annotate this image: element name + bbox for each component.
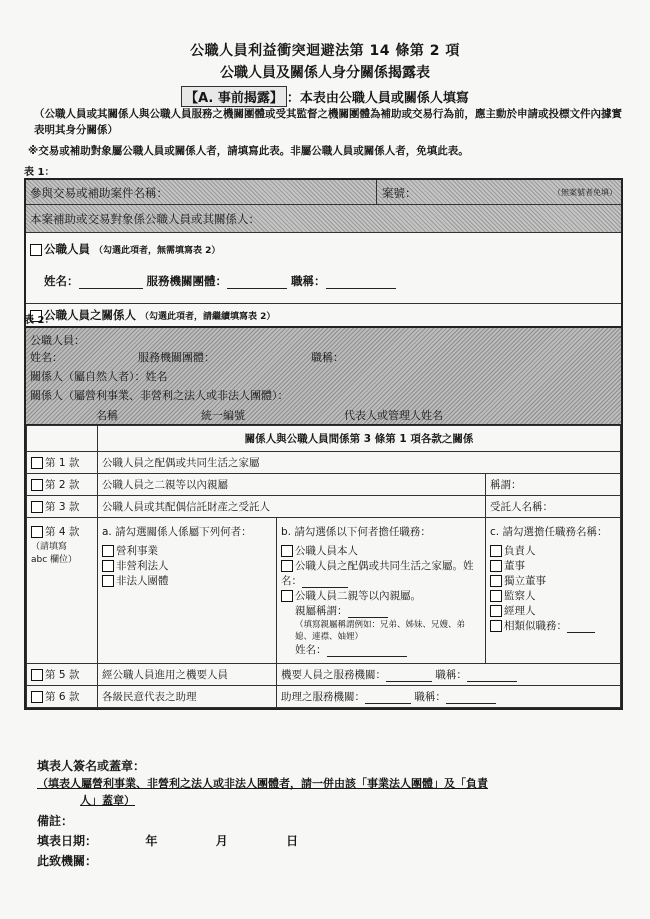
table-row (27, 452, 621, 474)
subject-row (26, 205, 621, 233)
instruction-note: （公職人員或其關係人與公職人員服務之機關團體或受其監督之機關團體為補助或交易行為前，應主動於申請或投標文件內據實表明其身分關係） (34, 108, 622, 136)
option-c-director[interactable]: 董事 (490, 558, 616, 573)
clause4-part-b: b. 請勾選係以下何者擔任職務： 公職人員本人 公職人員之配偶或共同生活之家屬。姓名： 公職人員二親等以內親屬。 親屬稱謂： （填寫親屬稱謂例如：兄弟、姊妹、兄嫂、弟媳、連襟、妯娌） 姓名： (277, 518, 486, 664)
shade-agency-label: 服務機關團體： (138, 351, 215, 364)
section-a-label: 【A. 事前揭露】 (181, 86, 287, 107)
table-row (27, 664, 621, 686)
checkbox-clause2[interactable] (31, 479, 43, 491)
official-info-line: 姓名： 服務機關團體： 職稱： (44, 273, 396, 289)
clause3-desc: 公職人員或其配偶信託財產之受託人 (98, 496, 486, 518)
option-b-spouse[interactable]: 公職人員之配偶或共同生活之家屬。姓名： (281, 560, 474, 587)
shade-org-label: 關係人（屬營利事業、非營利之法人或非法人團體）： (30, 389, 289, 402)
table2 (24, 326, 623, 710)
official-options (26, 233, 621, 304)
table1-label: 表 1： (24, 167, 55, 178)
option-b-relative[interactable]: 公職人員二親等以內親屬。 (281, 588, 481, 603)
shade-person-label: 關係人（屬自然人者）：姓名 (30, 370, 168, 383)
table-row (27, 686, 621, 708)
option-related[interactable]: 公職人員之關係人 （勾選此項者，請繼續填寫表 2） (30, 307, 275, 323)
clause2-desc: 公職人員之二親等以內親屬 (98, 474, 486, 496)
signature-note-cont: 人」蓋章） (80, 794, 135, 807)
option-a-nonprofit[interactable]: 非營利法人 (102, 558, 272, 573)
shade-unified-no-label: 統一編號 (201, 409, 245, 422)
signature-label: 填表人簽名或蓋章： (37, 759, 146, 773)
checkbox-official[interactable] (30, 244, 42, 256)
checkbox-clause3[interactable] (31, 501, 43, 513)
name-field[interactable] (79, 274, 143, 289)
case-name-label: 參與交易或補助案件名稱： (30, 186, 168, 200)
clause1-desc: 公職人員之配偶或共同生活之家屬 (98, 452, 621, 474)
option-c-similar[interactable]: 相類似職務： (490, 618, 616, 633)
form-title-line2: 公職人員及關係人身分關係揭露表 (220, 65, 430, 81)
table-row (27, 496, 621, 518)
agency-field[interactable] (227, 274, 287, 289)
clause4-cell[interactable]: 第 4 款 （請填寫 abc 欄位） (27, 518, 98, 664)
shade-org-name-label: 名稱 (96, 409, 118, 422)
position-field[interactable] (326, 274, 396, 289)
recipient-label: 此致機關： (37, 854, 98, 868)
table-row (27, 474, 621, 496)
table-row (27, 518, 621, 664)
option-c-supervisor[interactable]: 監察人 (490, 588, 616, 603)
signature-note: （填表人屬營利事業、非營利之法人或非法人團體者，請一併由該「事業法人團體」及「負責 (37, 777, 488, 790)
clause5-cell[interactable]: 第 5 款 (27, 664, 98, 686)
clause2-title-field[interactable]: 稱謂： (486, 474, 621, 496)
option-c-owner[interactable]: 負責人 (490, 543, 616, 558)
clause3-cell[interactable]: 第 3 款 (27, 496, 98, 518)
shade-official-label: 公職人員： (30, 334, 85, 347)
relative-title-field[interactable]: 親屬稱謂： (281, 603, 481, 618)
clause2-cell[interactable]: 第 2 款 (27, 474, 98, 496)
option-a-business[interactable]: 營利事業 (102, 543, 272, 558)
relative-name-field[interactable]: 姓名： (281, 642, 481, 657)
relative-title-note: （填寫親屬稱謂例如：兄弟、姊妹、兄嫂、弟媳、連襟、妯娌） (295, 620, 466, 642)
shade-position-label: 職稱： (311, 351, 344, 364)
checkbox-clause4[interactable] (31, 526, 43, 538)
checkbox-clause5[interactable] (31, 669, 43, 681)
clause5-fields[interactable]: 機要人員之服務機關： 職稱： (277, 664, 621, 686)
remark-label: 備註： (37, 814, 74, 828)
related-option-row (26, 304, 621, 326)
clause6-desc: 各級民意代表之助理 (98, 686, 277, 708)
shade-name-label: 姓名： (30, 351, 63, 364)
option-c-independent-director[interactable]: 獨立董事 (490, 573, 616, 588)
relationship-header: 關係人與公職人員間係第 3 條第 1 項各款之關係 (98, 426, 621, 452)
shade-rep-label: 代表人或管理人姓名 (344, 409, 443, 422)
option-c-manager[interactable]: 經理人 (490, 603, 616, 618)
option-official[interactable]: 公職人員 （勾選此項者，無需填寫表 2） (30, 241, 220, 257)
form-title-line1: 公職人員利益衝突迴避法第 14 條第 2 項 (190, 43, 460, 59)
exemption-note: ※交易或補助對象屬公職人員或關係人者，請填寫此表。非屬公職人員或關係人者，免填此表。 (28, 145, 469, 157)
option-a-unincorporated[interactable]: 非法人團體 (102, 573, 272, 588)
option-b-self[interactable]: 公職人員本人 (281, 543, 481, 558)
clause1-cell[interactable]: 第 1 款 (27, 452, 98, 474)
table1 (24, 178, 623, 328)
clause4-part-a: a. 請勾選關係人係屬下列何者： 營利事業 非營利法人 非法人團體 (98, 518, 277, 664)
checkbox-clause1[interactable] (31, 457, 43, 469)
clause3-trustee-field[interactable]: 受託人名稱： (486, 496, 621, 518)
related-person-block (26, 328, 621, 425)
case-name-row (26, 180, 621, 205)
clause5-desc: 經公職人員進用之機要人員 (98, 664, 277, 686)
relationship-table (26, 425, 621, 708)
case-number-note: （無案號者免填） (553, 188, 617, 197)
table2-label: 表 2： (24, 315, 55, 326)
checkbox-clause6[interactable] (31, 691, 43, 703)
subject-label: 本案補助或交易對象係公職人員或其關係人： (30, 212, 260, 226)
clause4-part-c: c. 請勾選擔任職務名稱： 負責人 董事 獨立董事 監察人 經理人 相類似職務： (486, 518, 621, 664)
clause6-cell[interactable]: 第 6 款 (27, 686, 98, 708)
clause6-fields[interactable]: 助理之服務機關： 職稱： (277, 686, 621, 708)
case-number-label[interactable]: 案號： (382, 186, 417, 200)
section-a-desc: ：本表由公職人員或關係人填寫 (286, 91, 469, 106)
form-title-line3 (0, 86, 650, 107)
date-line: 填表日期： 年 月 日 (37, 834, 299, 848)
